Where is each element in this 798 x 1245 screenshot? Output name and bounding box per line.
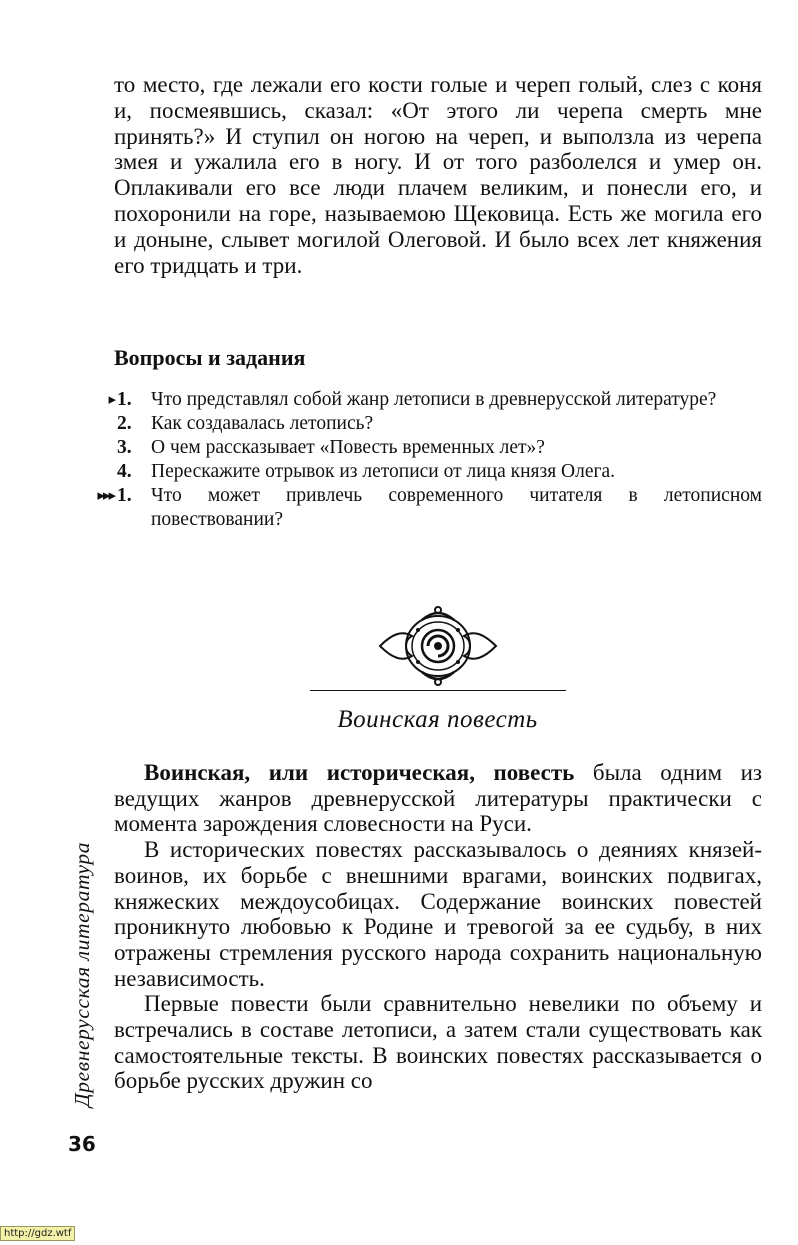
question-number: 2. <box>117 413 132 434</box>
page-number: 36 <box>68 1132 96 1156</box>
question-number: 1. <box>117 485 132 506</box>
section-paragraph: В исторических повестях рассказывалось о деяниях князей-воинов, их борьбе с внешними врагами, воинских подвигах, княжеских междоусобицах. Содержание воинских повестей проникнуто любовью к Родине и тревогой за ее судьбу, в них отражены стремления русского народа сохранить национальную независимость. <box>114 837 762 991</box>
section-body <box>114 760 762 1094</box>
question-item <box>84 460 762 484</box>
section-paragraph <box>114 760 762 837</box>
question-marker <box>84 460 117 484</box>
question-marker <box>84 412 117 436</box>
question-text: Как создавалась летопись? <box>151 413 374 434</box>
question-item <box>84 388 762 412</box>
side-label: Древнерусская литература <box>70 841 94 1107</box>
questions-heading: Вопросы и задания <box>114 345 306 370</box>
question-marker <box>84 436 117 460</box>
question-number: 3. <box>117 437 132 458</box>
question-number: 1. <box>117 389 132 410</box>
lead-text: была одним из ведущих жанров древнерусской литературы практически с момента зарождения словесности на Руси. <box>114 760 762 837</box>
question-text: О чем рассказывает «Повесть временных лет»? <box>151 437 545 458</box>
triple-arrow-marker-icon: ▸▸▸ <box>97 488 114 504</box>
section-divider <box>310 690 566 691</box>
section-title: Воинская повесть <box>337 706 538 733</box>
question-text: Что представлял собой жанр летописи в древнерусской литературе? <box>151 389 717 410</box>
arrow-marker-icon: ▸ <box>108 392 114 408</box>
question-item <box>84 412 762 436</box>
ornament-icon <box>378 606 498 686</box>
section-paragraph: Первые повести были сравнительно невелики по объему и встречались в составе летописи, а затем стали существовать как самостоятельные тексты. В воинских повестях рассказывается о борьбе русских дружин со <box>114 991 762 1094</box>
watermark-link[interactable]: http://gdz.wtf <box>0 1226 75 1241</box>
question-item <box>84 484 762 532</box>
question-number: 4. <box>117 461 132 482</box>
question-text: Перескажите отрывок из летописи от лица князя Олега. <box>151 461 616 482</box>
lead-term: Воинская, или историческая, повесть <box>144 760 575 785</box>
intro-paragraph: то место, где лежали его кости голые и череп голый, слез с коня и, посмеявшись, сказал: «От этого ли черепа смерть мне принять?» И ступил он ногою на череп, и выползла из черепа змея и ужалила его в ногу. И от того разболелся и умер он. Оплакивали его все люди плачем великим, и понесли его, и похоронили на горе, называемою Щековица. Есть же могила его и доныне, слывет могилой Олеговой. И было всех лет княжения его тридцать и три. <box>114 72 762 278</box>
question-item <box>84 436 762 460</box>
question-text: Что может привлечь современного читателя в летописном повествовании? <box>151 485 762 530</box>
questions-list <box>84 388 762 532</box>
